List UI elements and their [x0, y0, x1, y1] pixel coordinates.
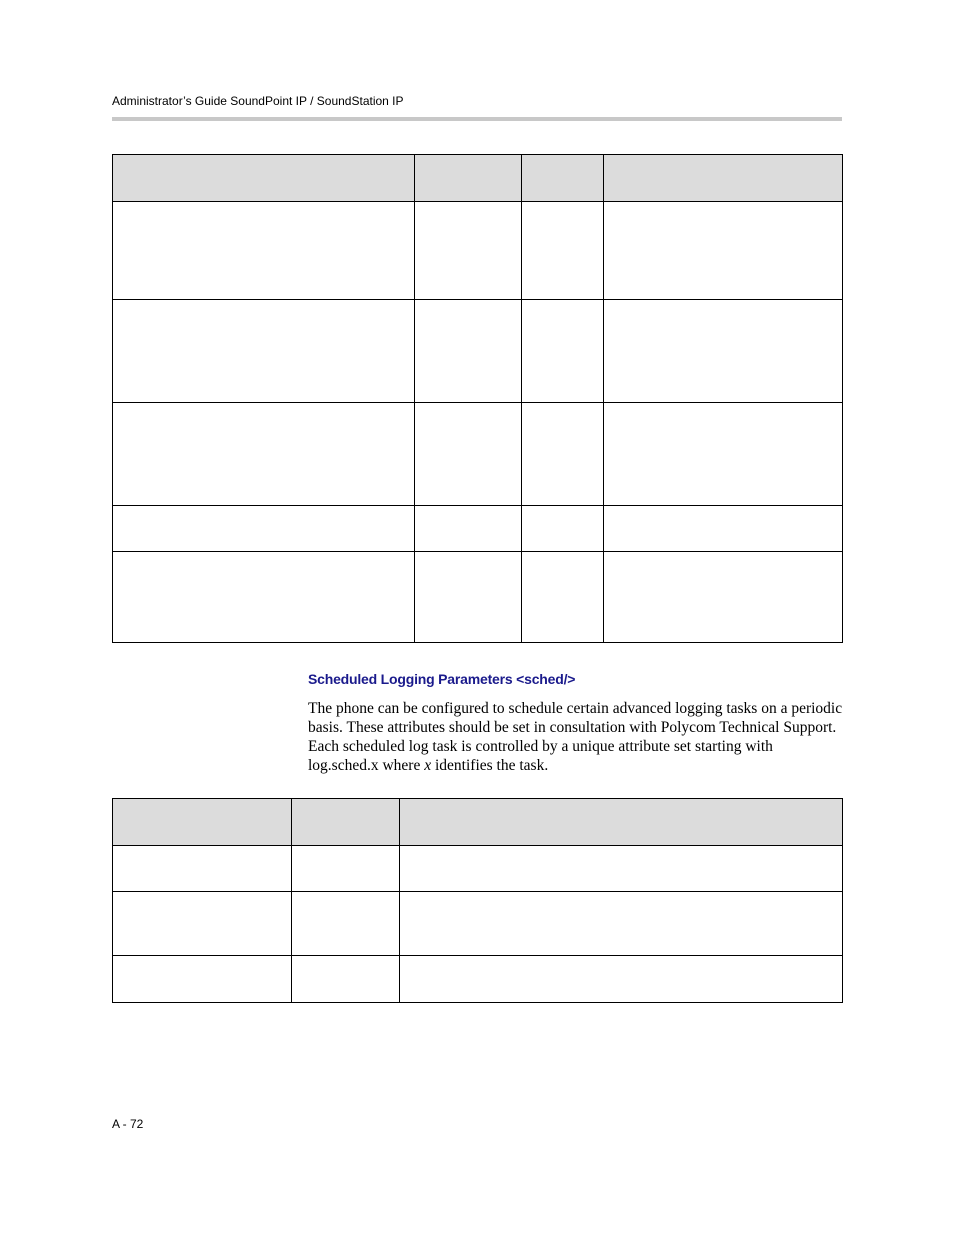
- table-cell: [113, 552, 415, 643]
- table-cell: [113, 506, 415, 552]
- table-row: [113, 202, 843, 300]
- header-cell: [400, 799, 843, 846]
- table-cell: [604, 552, 843, 643]
- sched-parameters-table: [112, 798, 843, 1003]
- table-cell: [400, 846, 843, 892]
- table-cell: [415, 300, 522, 403]
- table-cell: [292, 846, 400, 892]
- parameters-table-top: [112, 154, 843, 643]
- table-cell: [400, 892, 843, 956]
- table-cell: [113, 300, 415, 403]
- table-row: [113, 506, 843, 552]
- header-cell: [604, 155, 843, 202]
- body-paragraph: [308, 699, 844, 775]
- table-row: [113, 846, 843, 892]
- table-header-row: [113, 799, 843, 846]
- header-cell: [522, 155, 604, 202]
- header-cell: [292, 799, 400, 846]
- table-cell: [113, 892, 292, 956]
- table-row: [113, 300, 843, 403]
- header-cell: [113, 799, 292, 846]
- table-cell: [522, 506, 604, 552]
- page-number: A - 72: [112, 1117, 144, 1131]
- paragraph-text: The phone can be configured to schedule certain advanced logging tasks on a periodic basis. These attributes should be set in consultation with Polycom Technical Support. Each scheduled log task is controlled by a unique attribute set starting with log.sched.x where: [308, 700, 843, 774]
- table-cell: [113, 403, 415, 506]
- running-header: Administrator’s Guide SoundPoint IP / SoundStation IP: [112, 94, 404, 108]
- paragraph-text-end: identifies the task.: [431, 757, 549, 774]
- table-row: [113, 403, 843, 506]
- table-row: [113, 956, 843, 1003]
- table-row: [113, 892, 843, 956]
- table-cell: [604, 506, 843, 552]
- header-cell: [415, 155, 522, 202]
- variable-x: x: [424, 757, 432, 774]
- table-cell: [415, 202, 522, 300]
- table-cell: [113, 956, 292, 1003]
- table-cell: [604, 403, 843, 506]
- table-cell: [415, 403, 522, 506]
- table-cell: [522, 403, 604, 506]
- table-cell: [604, 202, 843, 300]
- table-cell: [522, 300, 604, 403]
- table-cell: [113, 846, 292, 892]
- table-row: [113, 552, 843, 643]
- table-cell: [292, 892, 400, 956]
- header-cell: [113, 155, 415, 202]
- table-cell: [292, 956, 400, 1003]
- table-cell: [400, 956, 843, 1003]
- header-rule: [112, 117, 842, 121]
- table-cell: [415, 506, 522, 552]
- table-cell: [604, 300, 843, 403]
- table-header-row: [113, 155, 843, 202]
- section-heading: Scheduled Logging Parameters <sched/>: [308, 671, 576, 687]
- table-cell: [113, 202, 415, 300]
- table-cell: [415, 552, 522, 643]
- table-cell: [522, 202, 604, 300]
- table-cell: [522, 552, 604, 643]
